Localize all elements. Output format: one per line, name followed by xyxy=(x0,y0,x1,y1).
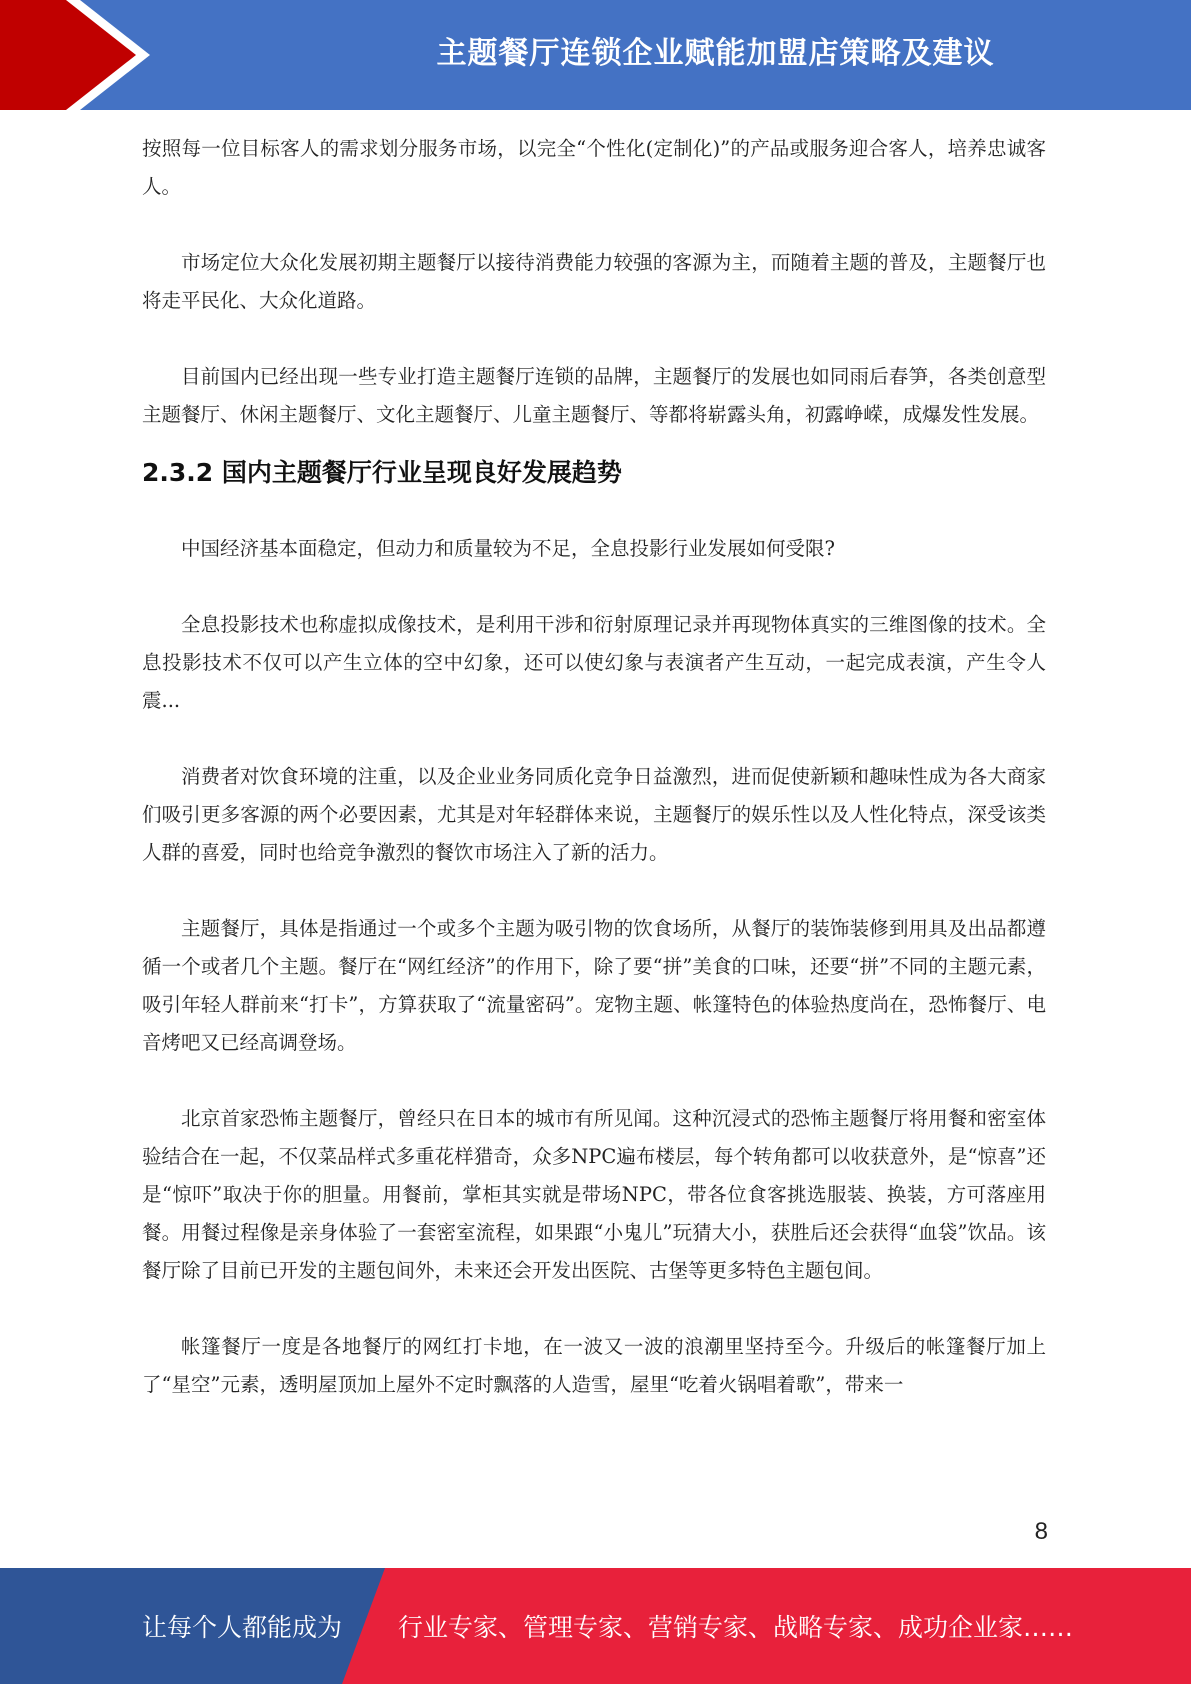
header-arrow-shape xyxy=(0,0,136,110)
page-number: 8 xyxy=(1034,1518,1048,1545)
footer-slogan-right: 行业专家、管理专家、营销专家、战略专家、成功企业家…… xyxy=(398,1613,1074,1642)
paragraph-6: 消费者对饮食环境的注重，以及企业业务同质化竞争日益激烈，进而促使新颖和趣味性成为各大商家们吸引更多客源的两个必要因素，尤其是对年轻群体来说，主题餐厅的娱乐性以及人性化特点，深受该类人群的喜爱，同时也给竞争激烈的餐饮市场注入了新的活力。 xyxy=(142,765,1046,864)
header-title: 主题餐厅连锁企业赋能加盟店策略及建议 xyxy=(436,36,995,71)
paragraph-1: 按照每一位目标客人的需求划分服务市场，以完全“个性化(定制化)”的产品或服务迎合客人，培养忠诚客人。 xyxy=(142,137,1046,198)
page-header xyxy=(0,0,1191,110)
page-footer xyxy=(0,1568,1191,1684)
paragraph-5: 全息投影技术也称虚拟成像技术，是利用干涉和衍射原理记录并再现物体真实的三维图像的技术。全息投影技术不仅可以产生立体的空中幻象，还可以使幻象与表演者产生互动，一起完成表演，产生令人震... xyxy=(142,613,1046,712)
document-body xyxy=(142,130,1046,1404)
footer-slogan-left: 让每个人都能成为 xyxy=(142,1613,343,1642)
paragraph-8: 北京首家恐怖主题餐厅，曾经只在日本的城市有所见闻。这种沉浸式的恐怖主题餐厅将用餐和密室体验结合在一起，不仅菜品样式多重花样猎奇，众多NPC遍布楼层，每个转角都可以收获意外，是“惊喜”还是“惊吓”取决于你的胆量。用餐前，掌柜其实就是带场NPC，带各位食客挑选服装、换装，方可落座用餐。用餐过程像是亲身体验了一套密室流程，如果跟“小鬼儿”玩猜大小，获胜后还会获得“血袋”饮品。该餐厅除了目前已开发的主题包间外，未来还会开发出医院、古堡等更多特色主题包间。 xyxy=(142,1107,1046,1282)
paragraph-3: 目前国内已经出现一些专业打造主题餐厅连锁的品牌，主题餐厅的发展也如同雨后春笋，各类创意型主题餐厅、休闲主题餐厅、文化主题餐厅、儿童主题餐厅、等都将崭露头角，初露峥嵘，成爆发性发展。 xyxy=(142,365,1046,426)
paragraph-7: 主题餐厅，具体是指通过一个或多个主题为吸引物的饮食场所，从餐厅的装饰装修到用具及出品都遵循一个或者几个主题。餐厅在“网红经济”的作用下，除了要“拼”美食的口味，还要“拼”不同的主题元素，吸引年轻人群前来“打卡”，方算获取了“流量密码”。宠物主题、帐篷特色的体验热度尚在，恐怖餐厅、电音烤吧又已经高调登场。 xyxy=(142,917,1046,1054)
paragraph-9: 帐篷餐厅一度是各地餐厅的网红打卡地，在一波又一波的浪潮里坚持至今。升级后的帐篷餐厅加上了“星空”元素，透明屋顶加上屋外不定时飘落的人造雪，屋里“吃着火锅唱着歌”，带来一 xyxy=(142,1335,1046,1396)
section-heading: 2.3.2 国内主题餐厅行业呈现良好发展趋势 xyxy=(142,458,622,487)
paragraph-2: 市场定位大众化发展初期主题餐厅以接待消费能力较强的客源为主，而随着主题的普及，主题餐厅也将走平民化、大众化道路。 xyxy=(142,251,1046,312)
paragraph-4: 中国经济基本面稳定，但动力和质量较为不足，全息投影行业发展如何受限? xyxy=(181,537,835,560)
